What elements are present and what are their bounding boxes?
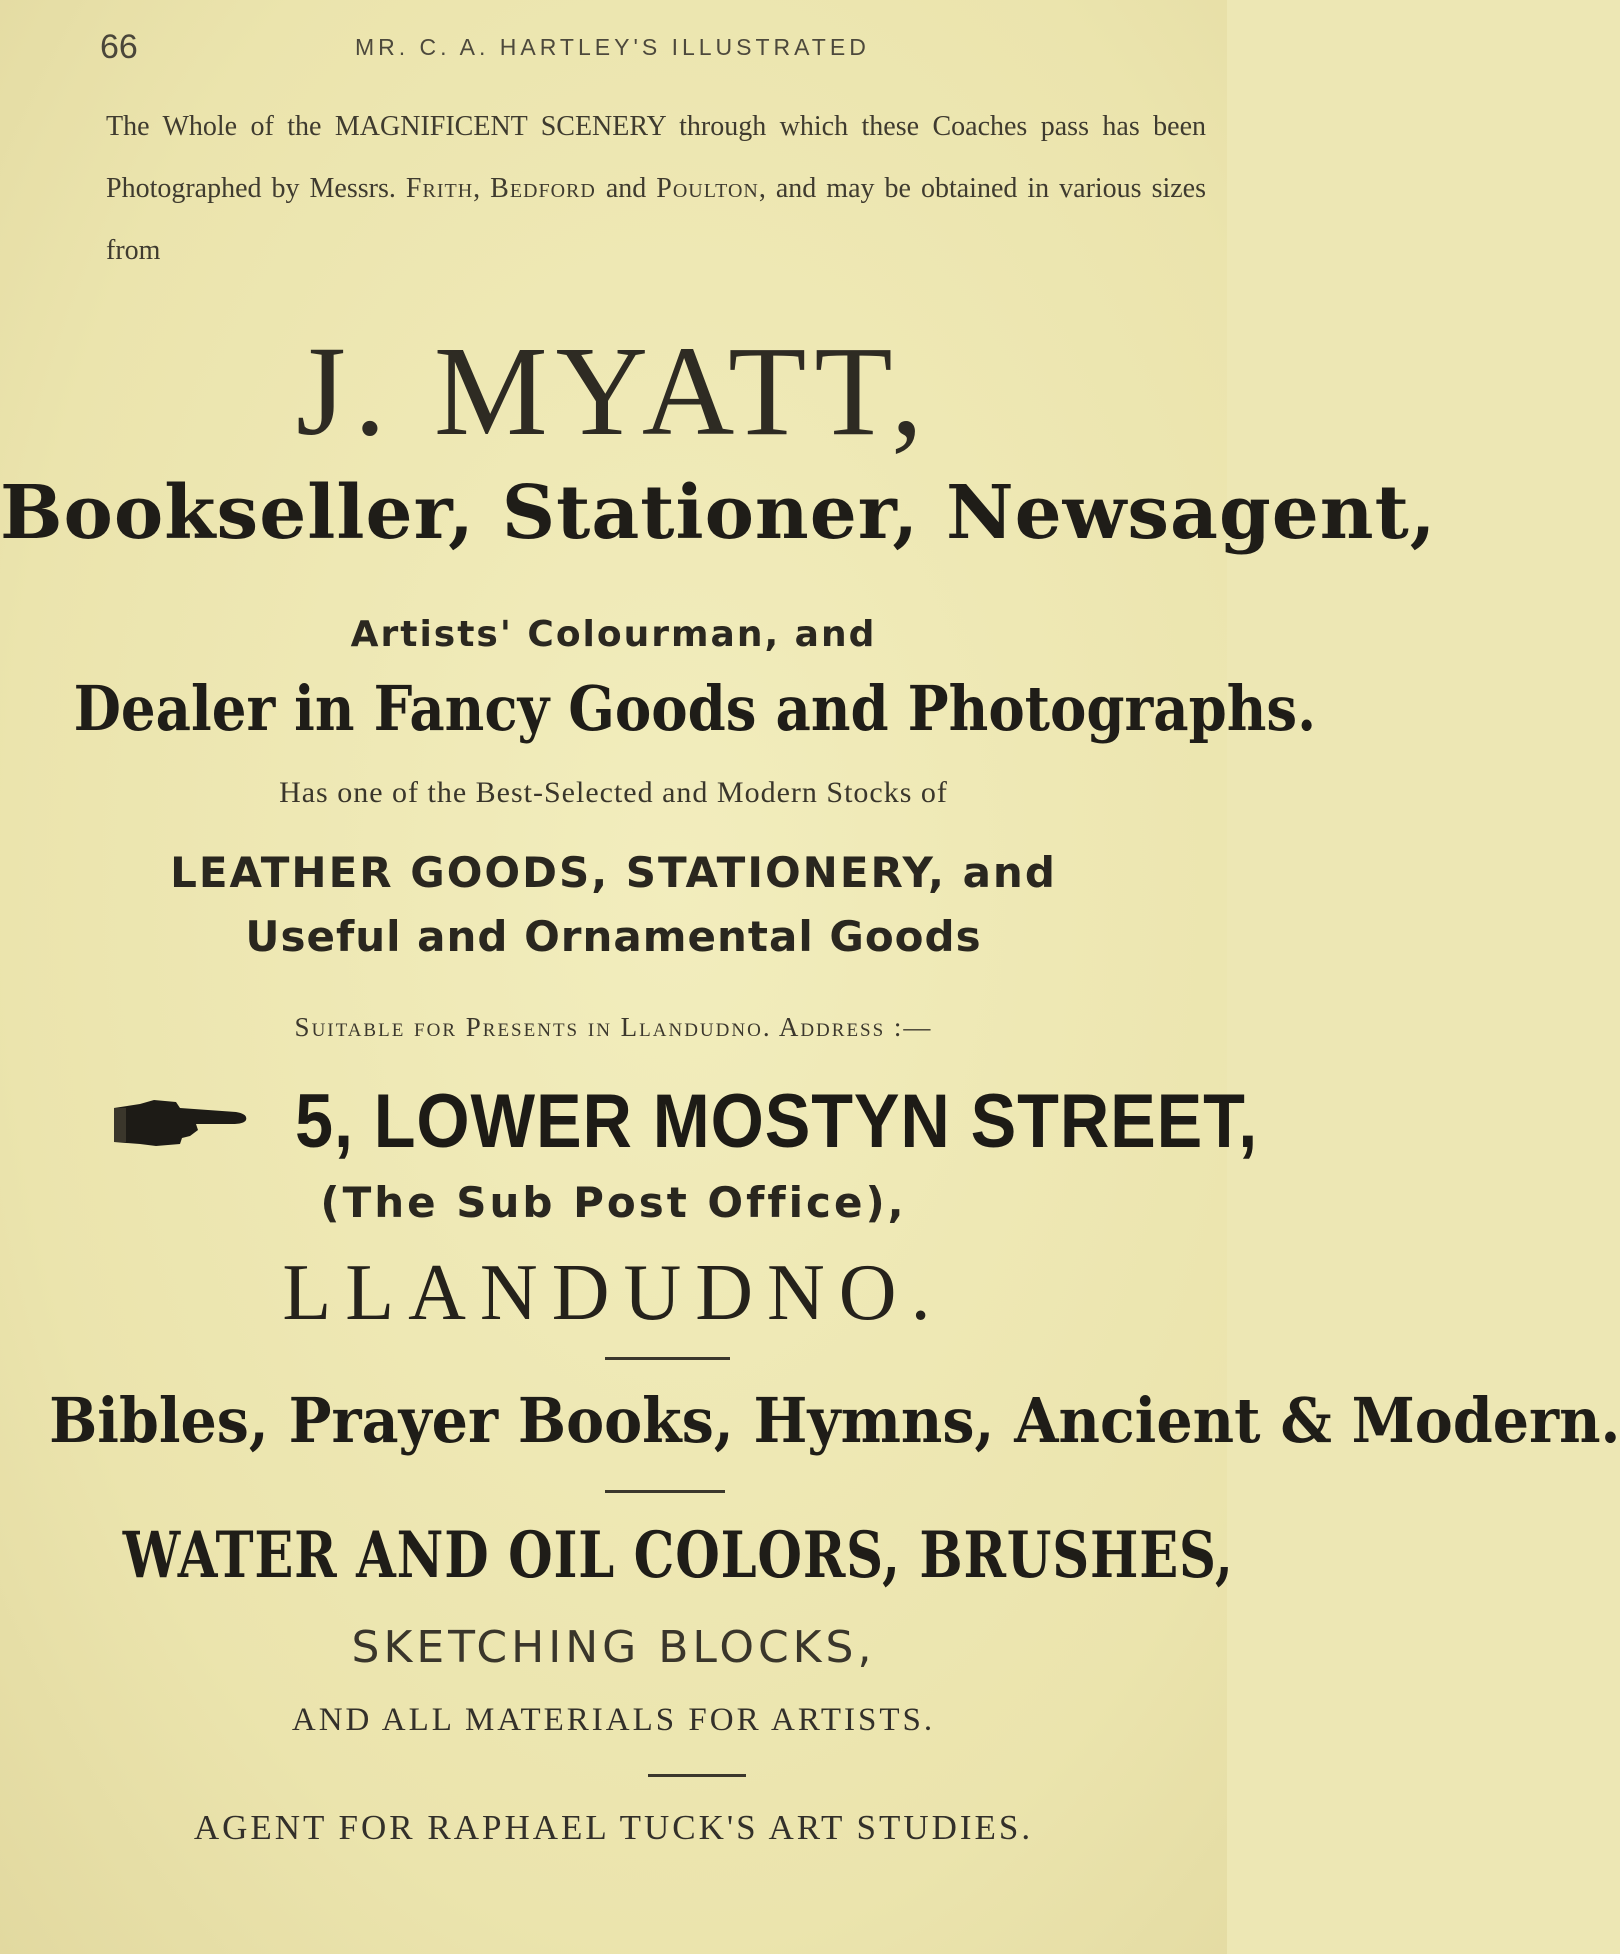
leather-goods-line: LEATHER GOODS, STATIONERY, and bbox=[170, 848, 1057, 897]
sub-post-office-line: (The Sub Post Office), bbox=[320, 1178, 907, 1227]
intro-sep-2: and bbox=[595, 173, 657, 204]
intro-paragraph bbox=[106, 96, 1206, 282]
intro-sep-1: , bbox=[473, 173, 491, 204]
artists-colourman-line: Artists' Colourman, and bbox=[350, 614, 877, 655]
page-number: 66 bbox=[100, 28, 138, 66]
photographer-poulton: Poulton bbox=[656, 173, 759, 204]
divider-2 bbox=[605, 1490, 725, 1493]
photographer-frith: Frith bbox=[405, 173, 474, 204]
useful-goods-line: Useful and Ornamental Goods bbox=[245, 912, 982, 961]
divider-3 bbox=[648, 1774, 746, 1777]
water-oil-colors-line: WATER AND OIL COLORS, BRUSHES, bbox=[122, 1518, 1234, 1593]
dealer-line: Dealer in Fancy Goods and Photographs. bbox=[73, 672, 1317, 745]
street-address: 5, LOWER MOSTYN STREET, bbox=[295, 1079, 1259, 1164]
photographer-bedford: Bedford bbox=[490, 173, 596, 204]
intro-text-1: The Whole of the MAGNIFICENT SCENERY through which these Coaches pass has been Photographed by Messrs. bbox=[106, 111, 1206, 204]
town-name: LLANDUDNO. bbox=[282, 1249, 945, 1337]
divider-1 bbox=[605, 1357, 730, 1360]
suitable-presents-line: Suitable for Presents in Llandudno. Address :— bbox=[294, 1012, 933, 1042]
sketching-blocks-line: SKETCHING BLOCKS, bbox=[351, 1622, 876, 1673]
artist-materials-line: AND ALL MATERIALS FOR ARTISTS. bbox=[291, 1702, 936, 1738]
running-head: MR. C. A. HARTLEY'S ILLUSTRATED bbox=[355, 34, 870, 60]
proprietor-name: J. MYATT, bbox=[296, 320, 931, 462]
stocks-line: Has one of the Best-Selected and Modern Stocks of bbox=[279, 776, 948, 809]
bibles-line: Bibles, Prayer Books, Hymns, Ancient & Modern. bbox=[49, 1384, 1620, 1457]
trades-heading: Bookseller, Stationer, Newsagent, bbox=[0, 470, 1437, 556]
pointing-hand-icon bbox=[110, 1094, 260, 1154]
intro-text-2: , and may be obtained in various sizes from bbox=[106, 173, 1207, 266]
agent-line: AGENT FOR RAPHAEL TUCK'S ART STUDIES. bbox=[193, 1808, 1034, 1847]
address-row bbox=[110, 1078, 1259, 1168]
